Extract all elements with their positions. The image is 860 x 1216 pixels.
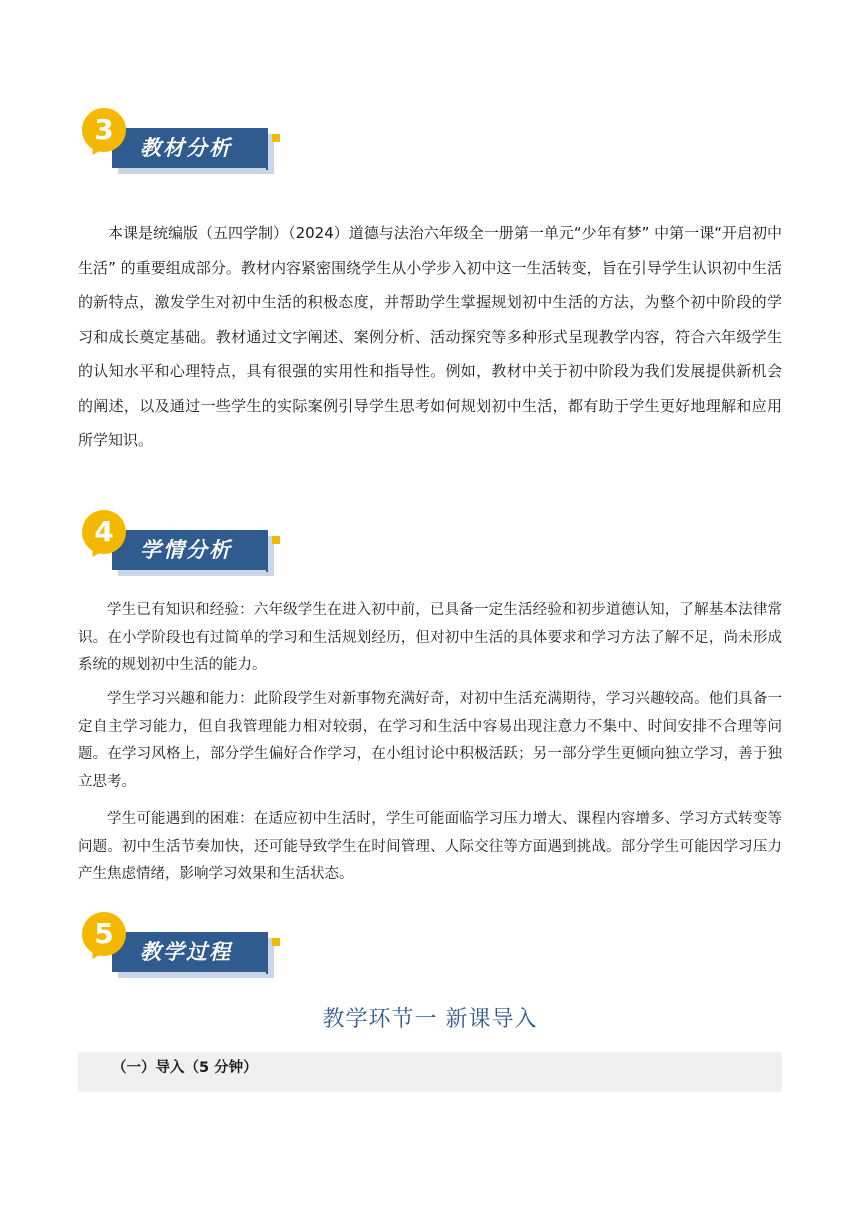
learner-difficulty-paragraph: 学生可能遇到的困难：在适应初中生活时，学生可能面临学习压力增大、课程内容增多、学习方式转变等问题。初中生活节奏加快，还可能导致学生在时间管理、人际交往等方面遇到挑战。部分学生可能因学习压力产生焦虑情绪，影响学习效果和生活状态。 bbox=[78, 811, 782, 882]
subheading-label: （一）导入（5 分钟） bbox=[112, 1060, 258, 1076]
section-number-badge: 4 bbox=[82, 510, 126, 554]
subheading-bar bbox=[78, 1052, 782, 1092]
teaching-stage-title: 教学环节一 新课导入 bbox=[322, 1007, 538, 1032]
header-corner-square bbox=[272, 134, 280, 142]
header-corner-square bbox=[272, 938, 280, 946]
section-header-learner-analysis bbox=[82, 510, 282, 574]
section-header-textbook-analysis bbox=[82, 108, 282, 172]
section-title: 教材分析 bbox=[140, 136, 232, 160]
section-number-badge: 5 bbox=[82, 912, 126, 956]
section-title: 教学过程 bbox=[140, 940, 232, 964]
header-corner-square bbox=[272, 536, 280, 544]
learner-knowledge-paragraph: 学生已有知识和经验：六年级学生在进入初中前，已具备一定生活经验和初步道德认知，了解基本法律常识。在小学阶段也有过简单的学习和生活规划经历，但对初中生活的具体要求和学习方法了解不足，尚未形成系统的规划初中生活的能力。 bbox=[78, 602, 782, 673]
header-corner-line bbox=[266, 544, 268, 572]
section-title: 学情分析 bbox=[140, 538, 232, 562]
section-header-teaching-process bbox=[82, 912, 282, 976]
learner-interest-paragraph: 学生学习兴趣和能力：此阶段学生对新事物充满好奇，对初中生活充满期待，学习兴趣较高。他们具备一定自主学习能力，但自我管理能力相对较弱，在学习和生活中容易出现注意力不集中、时间安排不合理等问题。在学习风格上，部分学生偏好合作学习，在小组讨论中积极活跃；另一部分学生更倾向独立学习，善于独立思考。 bbox=[78, 691, 782, 790]
textbook-analysis-paragraph: 本课是统编版（五四学制）（2024）道德与法治六年级全一册第一单元“少年有梦” 中第一课“开启初中生活” 的重要组成部分。教材内容紧密围绕学生从小学步入初中这一生活转变，旨在引导学生认识初中生活的新特点，激发学生对初中生活的积极态度，并帮助学生掌握规划初中生活的方法，为整个初中阶段的学习和成长奠定基础。教材通过文字阐述、案例分析、活动探究等多种形式呈现教学内容，符合六年级学生的认知水平和心理特点，具有很强的实用性和指导性。例如，教材中关于初中阶段为我们发展提供新机会的阐述，以及通过一些学生的实际案例引导学生思考如何规划初中生活，都有助于学生更好地理解和应用所学知识。 bbox=[78, 224, 782, 449]
section-number-badge: 3 bbox=[82, 108, 126, 152]
header-corner-line bbox=[266, 142, 268, 170]
header-corner-line bbox=[266, 946, 268, 974]
